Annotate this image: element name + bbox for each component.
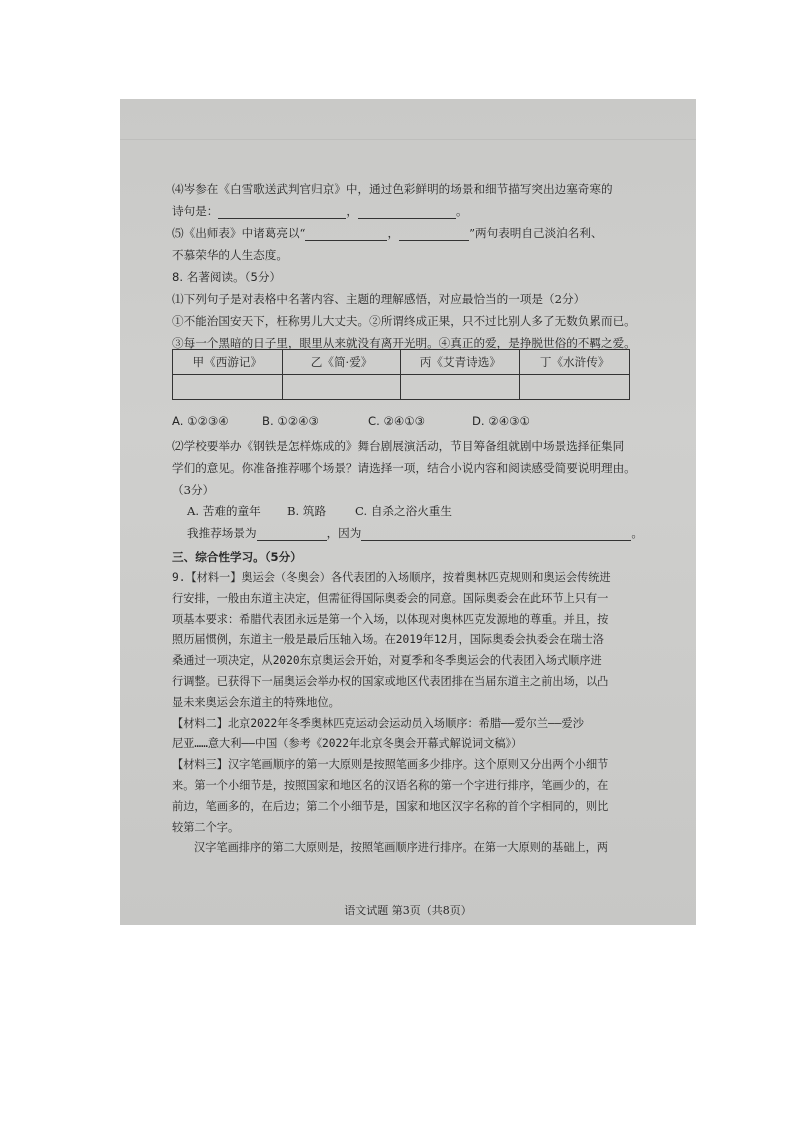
option-a[interactable]: A. ①②③④ [172,414,229,428]
answer-blank-2[interactable] [358,204,456,219]
recommend-blank[interactable] [257,526,327,541]
recommend-end: 。 [631,526,643,540]
table-header-cell: 丁《水浒传》 [520,350,630,375]
q8-sub1-sentences-2: ③每一个黑暗的日子里，眼里从来就没有离开光明。④真正的爱，是挣脱世俗的不羁之爱。 [172,336,636,350]
exam-page-photo [120,99,696,925]
material-line: 桑通过一项决定，从2020东京奥运会开始，对夏季和冬季奥运会的代表团入场式顺序进 [172,654,602,668]
recommend-label: 我推荐场景为 [187,526,257,540]
q8-title: 8. 名著阅读。（5分） [172,270,282,284]
table-answer-cell[interactable] [520,375,630,400]
material-line: 前边，笔画多的，在后边；第二个小细节是，国家和地区汉字名称的首个字相同的，则比 [172,799,609,813]
table-answer-cell[interactable] [282,375,401,400]
option-b[interactable]: B. ①②④③ [262,414,319,428]
q7-item5-comma: ， [387,226,400,240]
section3-title: 三、综合性学习。（5分） [172,550,302,564]
q8-sub2-line2: 学们的意见。你准备推荐哪个场景？请选择一项，结合小说内容和阅读感受简要说明理由。 [172,461,636,475]
because-label: ，因为 [326,526,362,540]
q7-item4-answer-line [172,203,468,219]
option-c[interactable]: C. ②④①③ [368,414,426,428]
material-line: 项基本要求：希腊代表团永远是第一个入场，以体现对奥林匹克发源地的尊重。并且，按 [172,612,609,626]
scene-options [187,503,452,519]
q8-sub2-line1: ⑵学校要举办《钢铁是怎样炼成的》舞台剧展演活动，节目筹备组就剧中场景选择征集同 [172,439,625,453]
material-line: 汉字笔画排序的第二大原则是，按照笔画顺序进行排序。在第一大原则的基础上，两 [194,841,608,855]
material-line: 照历届惯例，东道主一般是最后压轴入场。在2019年12月，国际奥委会执委会在瑞士洛 [172,633,604,647]
table-header-cell: 丙《艾青诗选》 [401,350,520,375]
q8-sub2-line3: （3分） [172,483,215,497]
answer-blank-4[interactable] [399,226,469,241]
q8-options [172,414,530,428]
q7-item5-after: ”两句表明自己淡泊名利、 [469,226,603,240]
scene-option-b[interactable]: B. 筑路 [287,504,327,518]
material-line: 行调整。已获得下一届奥运会举办权的国家或地区代表团排在当届东道主之前出场，以凸 [172,674,609,688]
reason-blank[interactable] [361,526,631,541]
answer-blank-1[interactable] [218,204,346,219]
q9-material1 [172,568,640,859]
q7-item4-comma: ， [346,204,358,218]
scene-option-a[interactable]: A. 苦难的童年 [187,504,261,518]
scene-option-c[interactable]: C. 自杀之浴火重生 [355,504,452,518]
table-answer-cell[interactable] [401,375,520,400]
material-line: 行安排，一般由东道主决定，但需征得国际奥委会的同意。国际奥委会在此环节上只有一 [172,591,609,605]
table-answer-cell[interactable] [173,375,283,400]
material-line: 来。第一个小细节是，按照国家和地区名的汉语名称的第一个字进行排序，笔画少的，在 [172,778,609,792]
q8-sub1-sentences-1: ①不能治国安天下，枉称男儿大丈夫。②所谓终成正果，只不过比别人多了无数负累而已。 [172,314,636,328]
q7-item4-period: 。 [456,204,468,218]
material-line: 较第二个字。 [172,820,240,834]
recommend-line [187,525,643,541]
material-line: 9.【材料一】奥运会（冬奥会）各代表团的入场顺序，按着奥林匹克规则和奥运会传统进 [172,571,611,584]
material-line: 【材料三】汉字笔画顺序的第一大原则是按照笔画多少排序。这个原则又分出两个小细节 [172,758,609,772]
table-header-cell: 乙《简·爱》 [282,350,401,375]
works-table [172,349,630,400]
answer-blank-3[interactable] [305,226,387,241]
q7-item5-line [172,225,603,241]
material-line: 【材料二】北京2022年冬季奥林匹克运动会运动员入场顺序：希腊——爱尔兰——爱沙 [172,716,584,730]
material-line: 显未来奥运会东道主的特殊地位。 [172,695,340,709]
paper-fold-line [120,139,696,140]
page-footer: 语文试题 第3页（共8页） [344,904,472,917]
table-header-cell: 甲《西游记》 [173,350,283,375]
material-line: 尼亚……意大利——中国（参考《2022年北京冬奥会开幕式解说词文稿》） [172,737,523,751]
q8-sub1-text: ⑴下列句子是对表格中名著内容、主题的理解感悟，对应最恰当的一项是（2分） [172,292,586,306]
q7-item4-prefix: 诗句是： [172,204,219,218]
option-d[interactable]: D. ②④③① [472,414,530,428]
q7-item4-text: ⑷岑参在《白雪歌送武判官归京》中，通过色彩鲜明的场景和细节描写突出边塞奇寒的 [172,182,613,196]
q7-item5-text: ⑸《出师表》中诸葛亮以“ [172,226,306,240]
q7-item5-cont: 不慕荣华的人生态度。 [172,248,288,262]
